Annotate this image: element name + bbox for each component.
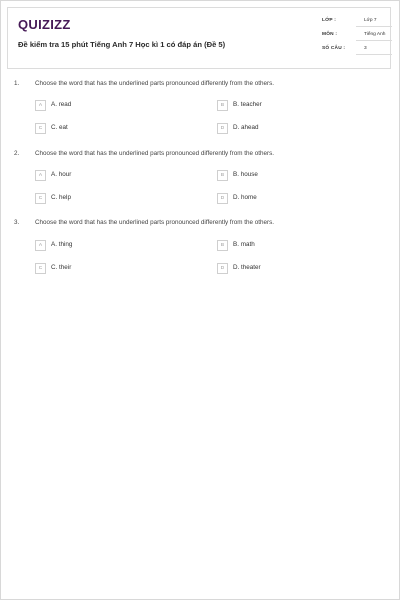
question-number: 3. <box>14 219 20 226</box>
meta-label-question-count: SỐ CÂU : <box>322 46 346 51</box>
question-number: 2. <box>14 150 20 157</box>
option-text: C. eat <box>51 124 68 131</box>
option-letter-box: A <box>35 100 46 111</box>
meta-row-grade <box>322 18 392 30</box>
question-text: Choose the word that has the underlined parts pronounced differently from the others. <box>35 219 274 226</box>
meta-label-subject: MÔN : <box>322 32 338 37</box>
option-letter-box: D <box>217 263 228 274</box>
option-text: C. help <box>51 194 71 201</box>
option-text: A. thing <box>51 241 73 248</box>
meta-divider <box>356 40 392 41</box>
option-letter-box: C <box>35 263 46 274</box>
option-text: A. hour <box>51 171 72 178</box>
option-letter-box: C <box>35 193 46 204</box>
meta-value-question-count: 3 <box>364 46 367 51</box>
option-letter-box: D <box>217 193 228 204</box>
option-text: D. theater <box>233 264 261 271</box>
option-text: B. teacher <box>233 101 262 108</box>
option-text: B. house <box>233 171 258 178</box>
option-text: A. read <box>51 101 72 108</box>
meta-row-subject <box>322 32 392 44</box>
option-text: D. ahead <box>233 124 259 131</box>
meta-value-grade: Lớp 7 <box>364 18 377 23</box>
option-letter-box: B <box>217 100 228 111</box>
question-number: 1. <box>14 80 20 87</box>
meta-row-question-count <box>322 46 392 58</box>
option-letter-box: A <box>35 170 46 181</box>
option-letter-box: A <box>35 240 46 251</box>
question-text: Choose the word that has the underlined parts pronounced differently from the others. <box>35 80 274 87</box>
question-text: Choose the word that has the underlined parts pronounced differently from the others. <box>35 150 274 157</box>
option-text: C. their <box>51 264 72 271</box>
option-letter-box: D <box>217 123 228 134</box>
option-text: B. math <box>233 241 255 248</box>
meta-divider <box>356 26 392 27</box>
option-letter-box: C <box>35 123 46 134</box>
meta-divider <box>356 54 392 55</box>
meta-label-grade: LỚP : <box>322 18 337 23</box>
meta-value-subject: Tiếng Anh <box>364 32 386 37</box>
quizizz-logo: QUIZIZZ <box>18 17 71 32</box>
option-letter-box: B <box>217 240 228 251</box>
worksheet-header <box>7 7 391 69</box>
option-text: D. home <box>233 194 257 201</box>
option-letter-box: B <box>217 170 228 181</box>
worksheet-title: Đề kiểm tra 15 phút Tiếng Anh 7 Học kì 1 có đáp án (Đề 5) <box>18 40 226 49</box>
